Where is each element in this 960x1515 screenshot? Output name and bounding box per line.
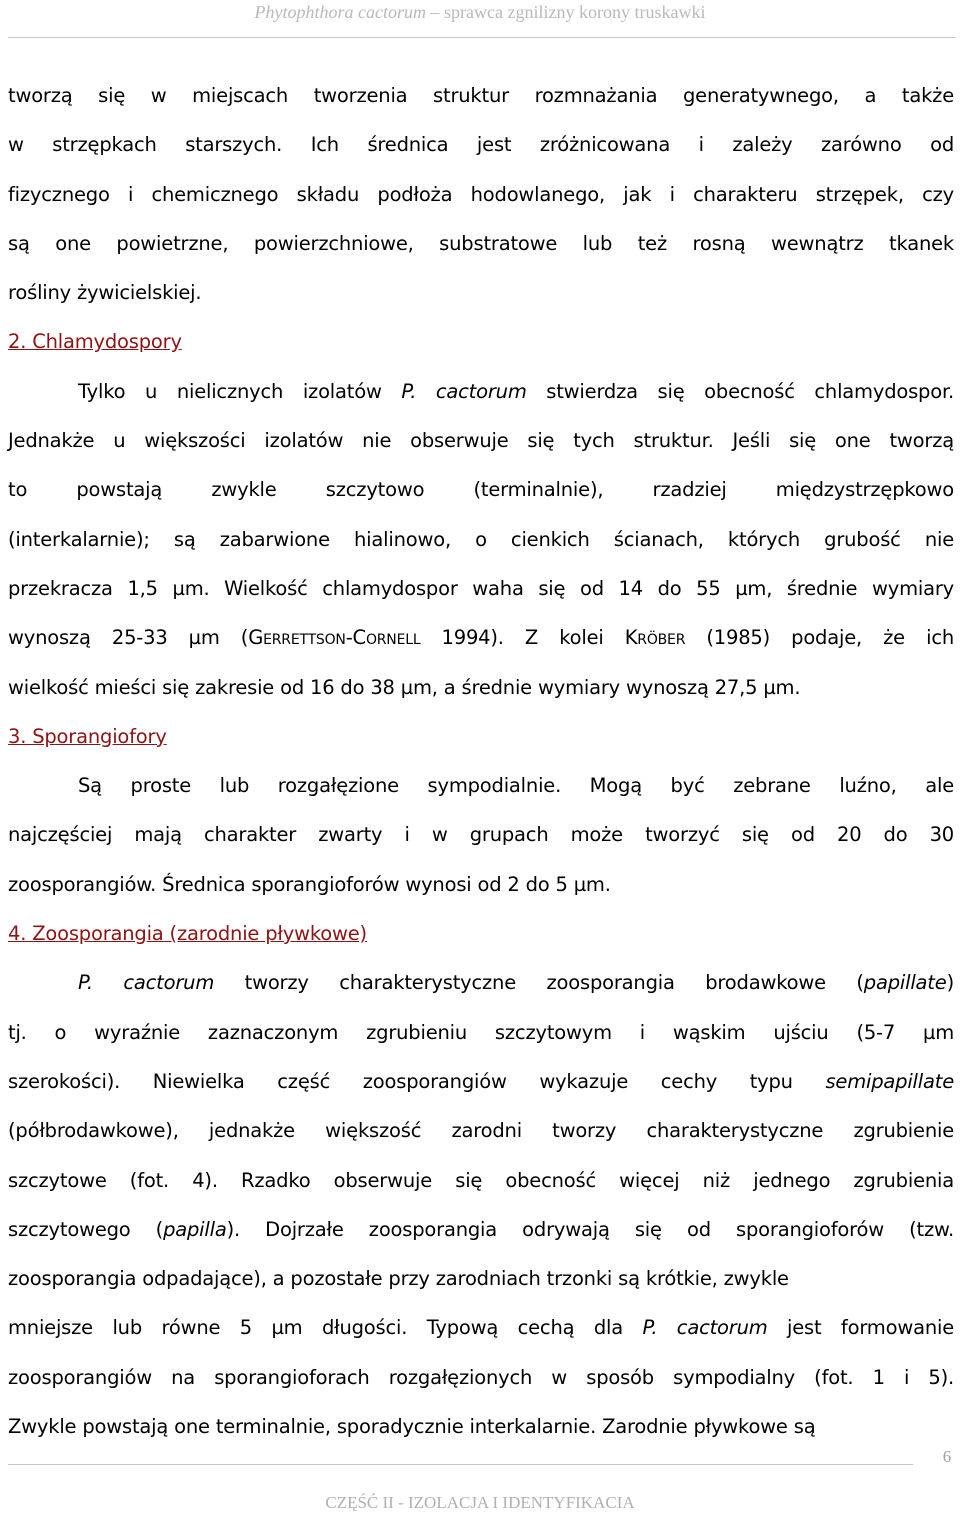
species-name: P. cactorum [78, 971, 215, 995]
text-line [8, 958, 954, 1007]
page-number: 6 [942, 1447, 952, 1466]
citation-author: Kröber [624, 626, 686, 650]
page-body [8, 71, 954, 1451]
species-name: P. cactorum [642, 1316, 768, 1340]
text-span: jest formowanie [767, 1316, 954, 1340]
text-line: zoosporangia odpadające), a pozostałe przy zarodniach trzonki są krótkie, zwykle [8, 1267, 789, 1291]
text-line: Jednakże u większości izolatów nie obserwuje się tych struktur. Jeśli się one tworzą [8, 429, 954, 453]
footer-rule [8, 1464, 913, 1465]
text-span: szczytowego ( [8, 1217, 164, 1241]
section-heading-zoosporangia: 4. Zoosporangia (zarodnie pływkowe) [8, 922, 367, 946]
text-span: wynoszą 25-33 µm ( [8, 626, 249, 650]
header-rule [8, 37, 956, 38]
text-line: tworzą się w miejscach tworzenia struktur rozmnażania generatywnego, a także [8, 84, 954, 107]
text-span: Tylko u nielicznych izolatów [78, 379, 402, 403]
text-line: Zwykle powstają one terminalnie, sporadycznie interkalarnie. Zarodnie pływkowe są [8, 1415, 816, 1439]
text-line: (półbrodawkowe), jednakże większość zarodni tworzy charakterystyczne zgrubienie [8, 1119, 954, 1143]
text-line [8, 367, 954, 416]
running-footer: CZĘŚĆ II - IZOLACJA I IDENTYFIKACIA [325, 1493, 635, 1512]
text-line [8, 1205, 954, 1254]
section-heading-sporangiofory: 3. Sporangiofory [8, 724, 167, 748]
latin-term: papillate [863, 971, 947, 995]
text-line: wielkość mieści się zakresie od 16 do 38 µm, a średnie wymiary wynoszą 27,5 µm. [8, 675, 801, 699]
text-span: 1994). Z kolei [420, 626, 625, 650]
header-title-rest: – sprawca zgnilizny korony truskawki [426, 2, 706, 22]
text-line [8, 1303, 954, 1352]
text-line: najczęściej mają charakter zwarty i w grupach może tworzyć się od 20 do 30 [8, 823, 954, 847]
text-span: (1985) podaje, że ich [685, 626, 954, 650]
text-line: tj. o wyraźnie zaznaczonym zgrubieniu szczytowym i wąskim ujściu (5-7 µm [8, 1020, 954, 1044]
text-span: mniejsze lub równe 5 µm długości. Typową cechą dla [8, 1316, 643, 1340]
text-line: to powstają zwykle szczytowo (terminalnie), rzadziej międzystrzępkowo [8, 478, 954, 502]
text-line: zoosporangiów na sporangioforach rozgałęzionych w sposób sympodialny (fot. 1 i 5). [8, 1365, 954, 1389]
text-line: zoosporangiów. Średnica sporangioforów wynosi od 2 do 5 µm. [8, 872, 611, 896]
text-line: rośliny żywicielskiej. [8, 281, 202, 305]
header-title-italic: Phytophthora cactorum [254, 2, 427, 22]
species-name: P. cactorum [401, 379, 527, 403]
text-line: szczytowe (fot. 4). Rzadko obserwuje się obecność więcej niż jednego zgrubienia [8, 1168, 954, 1192]
citation-author: Gerrettson-Cornell [248, 626, 421, 650]
text-line: przekracza 1,5 µm. Wielkość chlamydospor waha się od 14 do 55 µm, średnie wymiary [8, 576, 954, 600]
latin-term: papilla [163, 1217, 227, 1241]
text-line: w strzępkach starszych. Ich średnica jest zróżnicowana i zależy zarówno od [8, 133, 954, 157]
text-line: fizycznego i chemicznego składu podłoża hodowlanego, jak i charakteru strzępek, czy [8, 182, 954, 206]
section-heading-chlamydospory: 2. Chlamydospory [8, 330, 182, 354]
running-header [0, 0, 960, 36]
text-line [8, 613, 954, 662]
text-line: Są proste lub rozgałęzione sympodialnie. Mogą być zebrane luźno, ale [78, 774, 954, 798]
text-line: (interkalarnie); są zabarwione hialinowo, o cienkich ścianach, których grubość nie [8, 527, 954, 551]
text-span: ) [946, 971, 954, 995]
text-span: szerokości). Niewielka część zoosporangiów wykazuje cechy typu [8, 1069, 826, 1093]
text-line [8, 1057, 954, 1106]
text-line: są one powietrzne, powierzchniowe, substratowe lub też rosną wewnątrz tkanek [8, 231, 954, 255]
text-span: ). Dojrzałe zoosporangia odrywają się od sporangioforów (tzw. [226, 1217, 954, 1241]
text-span: tworzy charakterystyczne zoosporangia brodawkowe ( [214, 971, 864, 995]
latin-term: semipapillate [825, 1069, 954, 1093]
text-span: stwierdza się obecność chlamydospor. [526, 379, 954, 403]
